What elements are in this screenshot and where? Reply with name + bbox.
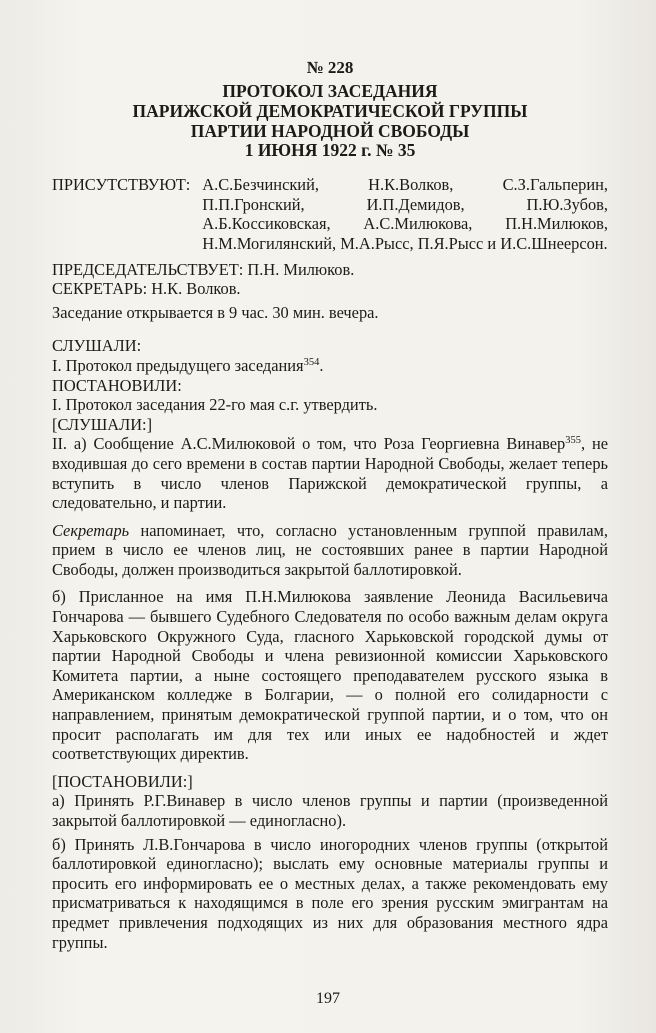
- footnote-ref-355: 355: [565, 435, 581, 447]
- secretary-remark: [52, 521, 608, 580]
- chair-line: ПРЕДСЕДАТЕЛЬСТВУЕТ: П.Н. Милюков.: [52, 259, 355, 279]
- agenda-item-1-text: I. Протокол предыдущего заседания: [52, 355, 304, 375]
- resolved-heading-1: ПОСТАНОВИЛИ:: [52, 375, 182, 395]
- opening-line: Заседание открывается в 9 час. 30 мин. вечера.: [52, 302, 379, 322]
- resolution-1: I. Протокол заседания 22-го мая с.г. утвердить.: [52, 395, 378, 415]
- resolution-2a: а) Принять Р.Г.Винавер в число членов группы и партии (произведенной закрытой баллотировкой — единогласно).: [52, 791, 608, 830]
- agenda-item-1: [52, 356, 608, 376]
- agenda-item-2a: [52, 434, 608, 512]
- page-number: 197: [316, 990, 340, 1007]
- heard-heading-1: СЛУШАЛИ:: [52, 336, 142, 356]
- title-line-2: ПАРИЖСКОЙ ДЕМОКРАТИЧЕСКОЙ ГРУППЫ: [132, 100, 528, 121]
- resolved-heading-2: [ПОСТАНОВИЛИ:]: [52, 771, 193, 791]
- document-body: [52, 58, 608, 952]
- document-title: [52, 82, 608, 161]
- agenda-item-2b: б) Присланное на имя П.Н.Милюкова заявление Леонида Васильевича Гончарова — бывшего Судебного Следователя по особо важным делам округа Харьковского Окружного Суда, гласного Харьковской городской думы от партии Народной Свободы и члена ревизионной комиссии Харьковского Комитета партии, а ныне состоящего преподавателем русского языка в Американском колледже в Болгарии, — о полной его солидарности с направлением, принятым демократической группой партии, и о том, что он просит располагать им для тех или иных ее надобностей и ждет соответствующих директив.: [52, 587, 608, 764]
- agenda-item-2a-text: II. а) Сообщение А.С.Милюковой о том, что Роза Георгиевна Винавер: [52, 434, 566, 454]
- secretary-line: СЕКРЕТАРЬ: Н.К. Волков.: [52, 279, 241, 299]
- heard-heading-2: [СЛУШАЛИ:]: [52, 414, 153, 434]
- title-line-1: ПРОТОКОЛ ЗАСЕДАНИЯ: [222, 81, 438, 101]
- secretary-remark-text: напоминает, что, согласно установленным группой правилам, прием в число ее членов лиц, не состоявших ранее в партии Народной Свободы, должен производиться закрытой баллотировкой.: [52, 520, 608, 579]
- title-line-3: ПАРТИИ НАРОДНОЙ СВОБОДЫ: [190, 120, 470, 141]
- footnote-ref-354: 354: [303, 356, 320, 368]
- attendees-list: А.С.Безчинский, Н.К.Волков, С.З.Гальперин, П.П.Гронский, И.П.Демидов, П.Ю.Зубов, А.Б.Коссиковская, А.С.Милюкова, П.Н.Милюков, Н.М.Могилянский, М.А.Рысс, П.Я.Рысс и И.С.Шнеерсон.: [202, 175, 608, 253]
- secretary-word: Секретарь: [52, 520, 130, 540]
- attendees-label: ПРИСУТСТВУЮТ:: [52, 175, 191, 195]
- resolution-2b: б) Принять Л.В.Гончарова в число иногородних членов группы (открытой баллотировкой единогласно); выслать ему основные материалы группы и просить его информировать ее о местных делах, а также рекомендовать ему присматриваться к находящимся в поле его зрения русским эмигрантам на предмет привлечения подходящих из них для образования местного ядра группы.: [52, 834, 608, 952]
- agenda-item-1-end: .: [319, 355, 324, 375]
- agenda-item-2a-rest: , не входившая до сего времени в состав партии Народной Свободы, желает теперь вступить в число членов Парижской демократической группы, а следовательно, и партии.: [52, 434, 608, 513]
- title-line-4: 1 ИЮНЯ 1922 г. № 35: [244, 140, 416, 161]
- attendees-block: [52, 175, 608, 253]
- document-number: № 228: [306, 58, 354, 77]
